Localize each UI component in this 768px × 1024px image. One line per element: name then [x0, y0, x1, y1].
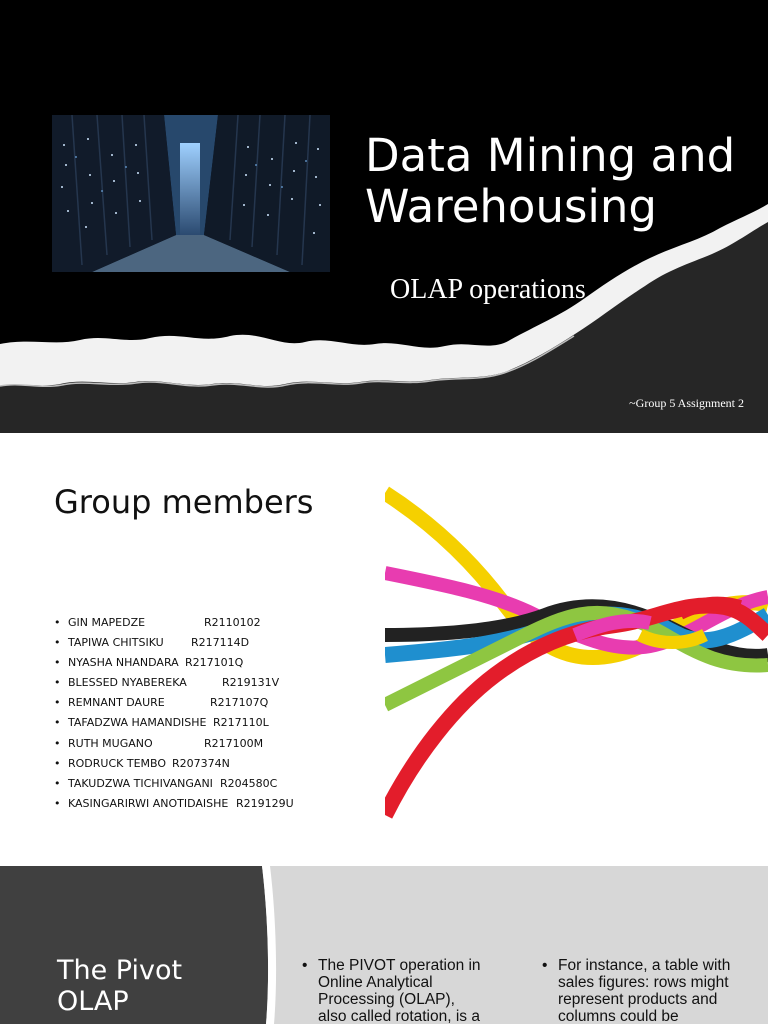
pivot-column-2 [542, 957, 742, 1024]
member-item: • KASINGARIRWI ANOTIDAISHE R219129U [54, 794, 294, 814]
member-item: • GIN MAPEDZE R2110102 [54, 613, 294, 633]
pivot-slide [0, 866, 768, 1024]
group-members-slide [0, 433, 768, 866]
member-item: • BLESSED NYABEREKA R219131V [54, 673, 294, 693]
member-item: • TAPIWA CHITSIKU R217114D [54, 633, 294, 653]
members-heading: Group members [54, 483, 314, 521]
member-item: • REMNANT DAURE R217107Q [54, 693, 294, 713]
members-list [54, 613, 294, 814]
server-room-image [52, 115, 330, 272]
presentation-title [365, 130, 765, 232]
bullet-item: • The PIVOT operation in Online Analytical Processing (OLAP), also called rotation, is a [302, 957, 502, 1024]
member-item: • TAKUDZWA TICHIVANGANI R204580C [54, 774, 294, 794]
member-item: • NYASHA NHANDARA R217101Q [54, 653, 294, 673]
member-item: • RUTH MUGANO R217100M [54, 734, 294, 754]
bullet-item: • For instance, a table with sales figures: rows might represent products and columns could be [542, 957, 742, 1024]
pivot-title: The Pivot OLAP [57, 955, 183, 1017]
title-slide [0, 0, 768, 433]
member-item: • RODRUCK TEMBO R207374N [54, 754, 294, 774]
braided-cords-image [385, 485, 768, 825]
title-line-1: Data Mining and [365, 129, 736, 182]
member-item: • TAFADZWA HAMANDISHE R217110L [54, 713, 294, 733]
group-byline: ~Group 5 Assignment 2 [629, 396, 744, 410]
title-line-2: Warehousing [365, 180, 657, 233]
pivot-column-1 [302, 957, 502, 1024]
presentation-subtitle: OLAP operations [390, 274, 586, 305]
